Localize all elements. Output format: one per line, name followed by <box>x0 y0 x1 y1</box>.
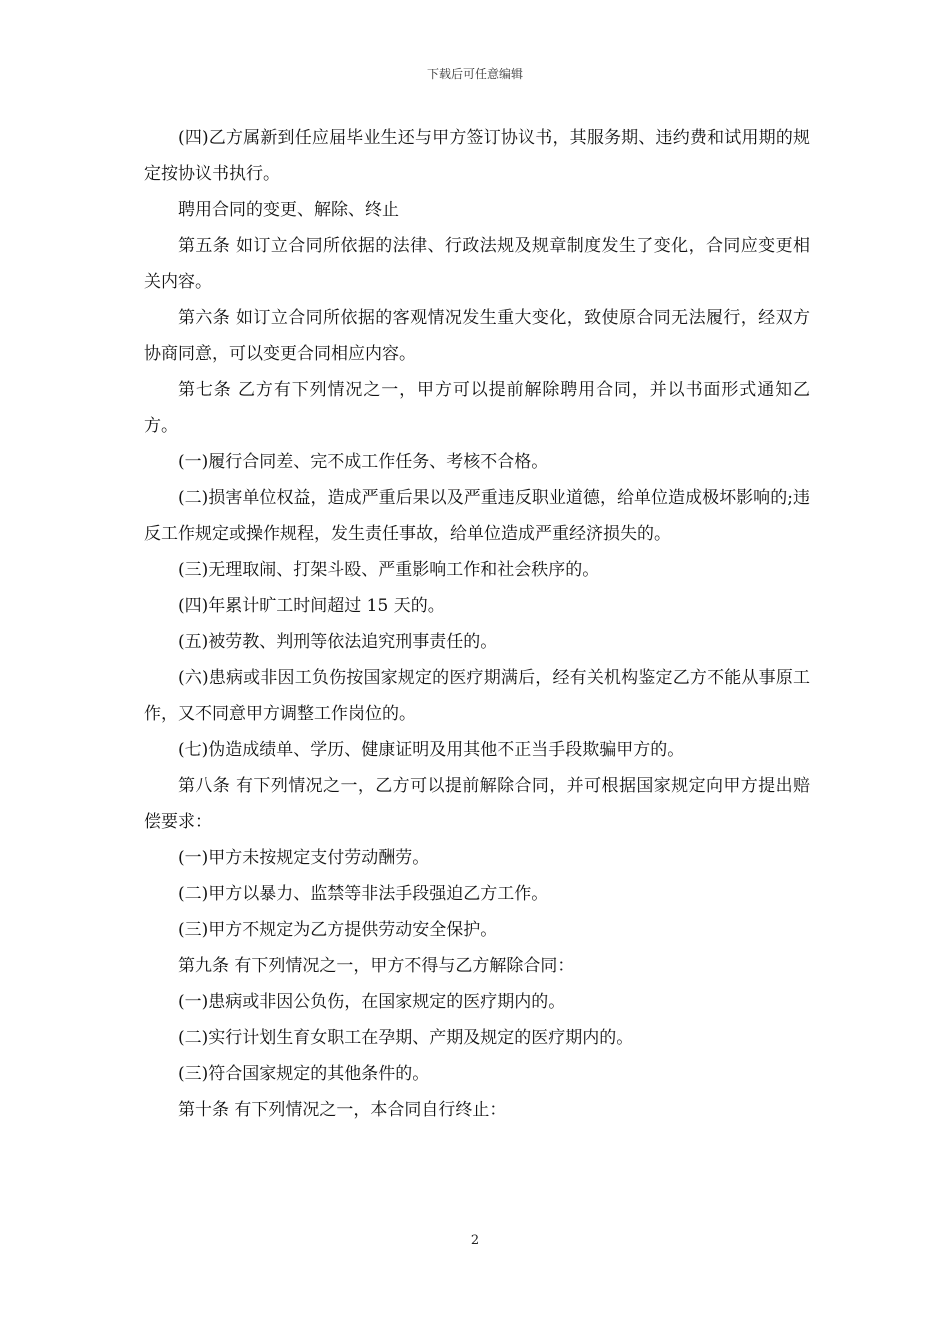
list-item-9-2: (二)实行计划生育女职工在孕期、产期及规定的医疗期内的。 <box>178 1028 634 1048</box>
section-heading-change-termination: 聘用合同的变更、解除、终止 <box>178 200 399 220</box>
list-item-7-2: (二)损害单位权益，造成严重后果以及严重违反职业道德，给单位造成极坏影响的;违反工作规定或操作规程，发生责任事故，给单位造成严重经济损失的。 <box>144 488 810 544</box>
paragraph-clause-4-note: (四)乙方属新到任应届毕业生还与甲方签订协议书，其服务期、违约费和试用期的规定按协议书执行。 <box>144 128 810 184</box>
page-number: 2 <box>470 1233 480 1248</box>
list-item-7-3: (三)无理取闹、打架斗殴、严重影响工作和社会秩序的。 <box>178 560 600 580</box>
list-item-8-3: (三)甲方不规定为乙方提供劳动安全保护。 <box>178 920 498 940</box>
list-item-9-3: (三)符合国家规定的其他条件的。 <box>178 1064 430 1084</box>
page-header: 下载后可任意编辑 <box>426 67 523 81</box>
list-item-7-7: (七)伪造成绩单、学历、健康证明及用其他不正当手段欺骗甲方的。 <box>178 740 685 760</box>
list-item-7-1: (一)履行合同差、完不成工作任务、考核不合格。 <box>178 452 549 472</box>
list-item-8-1: (一)甲方未按规定支付劳动酬劳。 <box>178 848 430 868</box>
list-item-8-2: (二)甲方以暴力、监禁等非法手段强迫乙方工作。 <box>178 884 549 904</box>
paragraph-article-7: 第七条 乙方有下列情况之一，甲方可以提前解除聘用合同，并以书面形式通知乙方。 <box>144 380 810 436</box>
document-body <box>144 120 810 1128</box>
paragraph-article-6: 第六条 如订立合同所依据的客观情况发生重大变化，致使原合同无法履行，经双方协商同意，可以变更合同相应内容。 <box>144 308 810 364</box>
list-item-9-1: (一)患病或非因公负伤，在国家规定的医疗期内的。 <box>178 992 566 1012</box>
list-item-7-5: (五)被劳教、判刑等依法追究刑事责任的。 <box>178 632 498 652</box>
list-item-7-4: (四)年累计旷工时间超过 15 天的。 <box>178 596 445 616</box>
paragraph-article-10: 第十条 有下列情况之一，本合同自行终止： <box>178 1100 507 1120</box>
paragraph-article-9: 第九条 有下列情况之一，甲方不得与乙方解除合同： <box>178 956 575 976</box>
paragraph-article-5: 第五条 如订立合同所依据的法律、行政法规及规章制度发生了变化，合同应变更相关内容。 <box>144 236 810 292</box>
list-item-7-6: (六)患病或非因工负伤按国家规定的医疗期满后，经有关机构鉴定乙方不能从事原工作，又不同意甲方调整工作岗位的。 <box>144 668 810 724</box>
paragraph-article-8: 第八条 有下列情况之一，乙方可以提前解除合同，并可根据国家规定向甲方提出赔偿要求： <box>144 776 810 832</box>
